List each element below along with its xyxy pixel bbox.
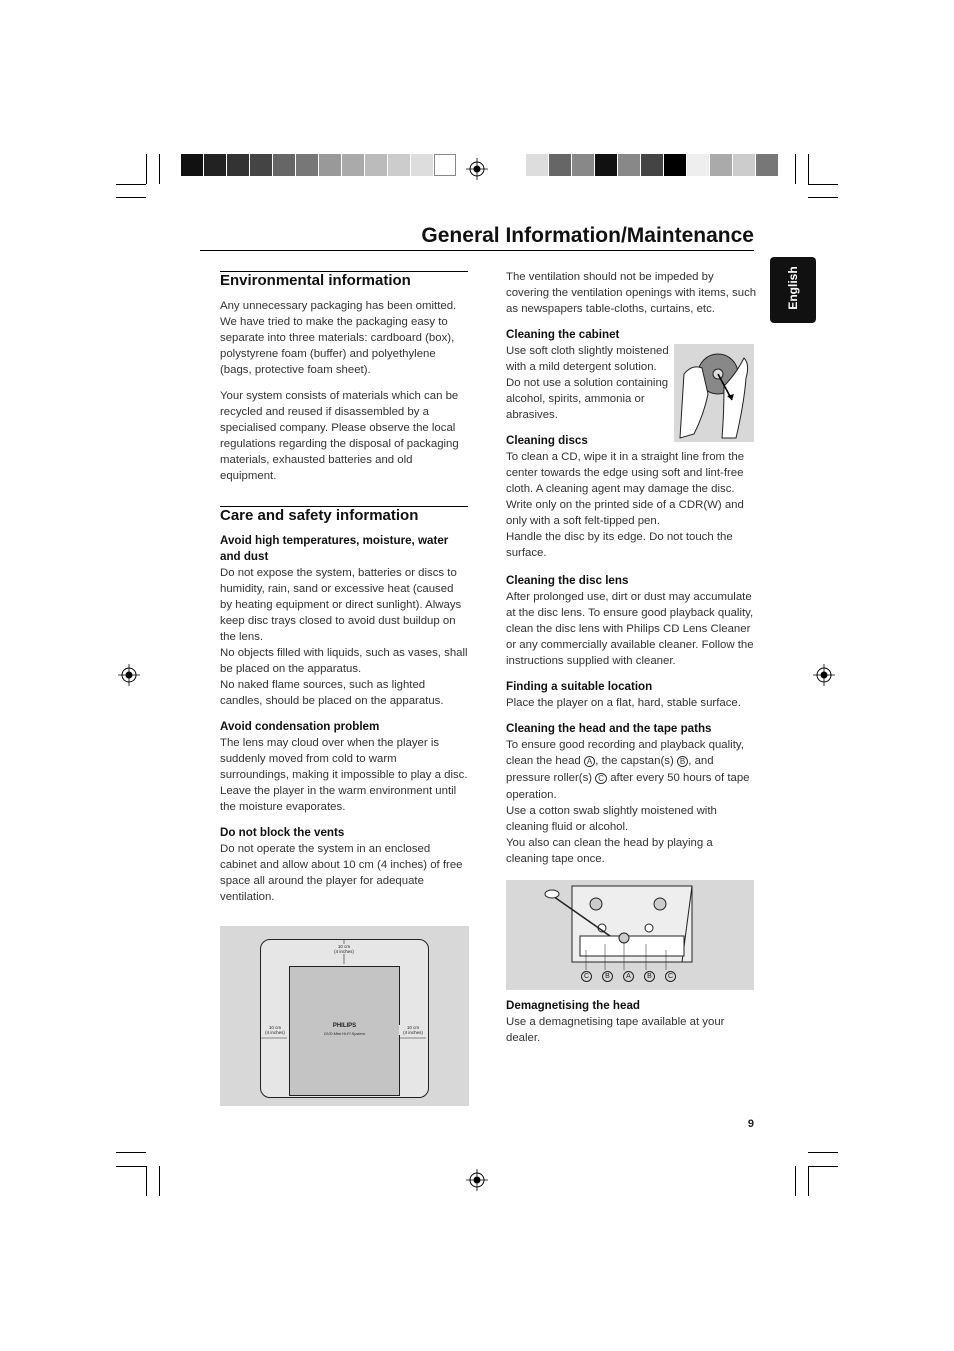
care-paragraph-5: Do not operate the system in an enclosed cabinet and allow about 10 cm (4 inches) of free space all around the player for adequate ventilation. [220, 843, 463, 903]
grayscale-bar-right [526, 154, 779, 176]
brand-label: PHILIPS [332, 1023, 357, 1029]
location-paragraph: Place the player on a flat, hard, stable surface. [506, 697, 741, 709]
top-clearance-value: 10 cm [337, 944, 351, 949]
tape-label-b: B [602, 971, 613, 982]
subheading-vents: Do not block the vents [220, 826, 345, 839]
subheading-avoid-heat: Avoid high temperatures, moisture, water and dust [220, 534, 449, 563]
env-paragraph-2: Your system consists of materials which can be recycled and reused if disassembled by a specialised company. Please observe the local regulations regarding the disposal of packaging materials, exhausted batteries and old equipment. [220, 390, 459, 482]
head-paragraph-3: You also can clean the head by playing a cleaning tape once. [506, 837, 713, 865]
subheading-discs: Cleaning discs [506, 434, 588, 447]
tape-label-a: A [623, 971, 634, 982]
head-paragraph-2: Use a cotton swab slightly moistened with cleaning fluid or alcohol. [506, 805, 717, 833]
tape-head-figure [506, 880, 754, 990]
left-clearance-value: 10 cm [268, 1025, 282, 1030]
subheading-head: Cleaning the head and the tape paths [506, 722, 712, 735]
subheading-condensation: Avoid condensation problem [220, 720, 380, 733]
subheading-cabinet: Cleaning the cabinet [506, 328, 620, 341]
tape-label-row [581, 971, 676, 982]
page-number: 9 [747, 1118, 754, 1130]
tape-label-c: C [665, 971, 676, 982]
discs-paragraph-2: Handle the disc by its edge. Do not touch the surface. [506, 531, 733, 559]
demag-section [506, 998, 758, 1046]
label-c: C [595, 773, 607, 784]
lens-paragraph: After prolonged use, dirt or dust may accumulate at the disc lens. To ensure good playback quality, clean the disc lens with Philips CD Lens Cleaner or any commercially available cleaner. Follow the instructions supplied with cleaner. [506, 591, 754, 667]
page-title: General Information/Maintenance [200, 224, 754, 251]
language-tab [770, 257, 816, 323]
head-paragraph-1 [506, 737, 758, 803]
care-paragraph-4: The lens may cloud over when the player is suddenly moved from cold to warm surroundings, making it impossible to play a disc. Leave the player in the warm environment until the moisture evaporates. [220, 737, 468, 813]
section-heading-environmental: Environmental information [220, 271, 468, 289]
subheading-lens: Cleaning the disc lens [506, 574, 629, 587]
right-clearance-value: 10 cm [406, 1025, 420, 1030]
ventilation-figure [220, 926, 469, 1106]
tape-label-b: B [644, 971, 655, 982]
model-label: DVD Mini Hi-Fi System [324, 1031, 365, 1036]
grayscale-bar-left [181, 154, 457, 176]
head-text-2: , the capstan(s) [595, 755, 677, 767]
head-text-1: To ensure good recording and playback quality, clean the head [506, 739, 744, 767]
care-paragraph-1: Do not expose the system, batteries or discs to humidity, rain, sand or excessive heat (caused by heating equipment or direct sunlight). Always keep disc trays closed to avoid dust buildup on the lens. [220, 567, 462, 643]
right-clearance-label [399, 1025, 427, 1035]
hand-disc-icon [674, 344, 754, 442]
ventilation-paragraph: The ventilation should not be impeded by covering the ventilation openings with items, such as newspapers table-cloths, curtains, etc. [506, 271, 757, 315]
top-clearance-inches: (4 inches) [334, 949, 354, 954]
discs-paragraph: To clean a CD, wipe it in a straight line from the center towards the edge using soft and lint-free cloth. A cleaning agent may damage the disc. Write only on the printed side of a CDR(W) and only with a soft felt-tipped pen. [506, 451, 745, 527]
care-paragraph-3: No naked flame sources, such as lighted candles, should be placed on the apparatus. [220, 679, 444, 707]
registration-mark-icon [118, 664, 140, 686]
head-text-3: , and pressure roller(s) [506, 755, 714, 784]
demag-paragraph: Use a demagnetising tape available at your dealer. [506, 1016, 725, 1044]
care-paragraph-2: No objects filled with liquids, such as vases, shall be placed on the apparatus. [220, 647, 468, 675]
registration-mark-icon [466, 158, 488, 180]
section-heading-care: Care and safety information [220, 506, 468, 524]
env-paragraph-1: Any unnecessary packaging has been omitted. We have tried to make the packaging easy to separate into three materials: cardboard (box), polystyrene foam (buffer) and polyethylene (bags, protective foam sheet). [220, 300, 457, 376]
cabinet-paragraph: Use soft cloth slightly moistened with a mild detergent solution. Do not use a solution containing alcohol, spirits, ammonia or abrasives. [506, 345, 669, 421]
tape-label-c: C [581, 971, 592, 982]
disc-cleaning-figure [674, 344, 754, 442]
head-text-4: after every 50 hours of tape operation. [506, 772, 750, 801]
top-clearance-label [324, 944, 364, 954]
left-clearance-inches: (4 inches) [265, 1030, 285, 1035]
subheading-location: Finding a suitable location [506, 680, 653, 693]
subheading-demag: Demagnetising the head [506, 999, 640, 1012]
registration-mark-icon [813, 664, 835, 686]
language-tab-label: English [786, 266, 800, 310]
label-a: A [584, 756, 595, 767]
left-column [220, 271, 468, 905]
left-clearance-label [261, 1025, 289, 1035]
registration-mark-icon [466, 1169, 488, 1191]
label-b: B [677, 756, 688, 767]
right-clearance-inches: (4 inches) [403, 1030, 423, 1035]
